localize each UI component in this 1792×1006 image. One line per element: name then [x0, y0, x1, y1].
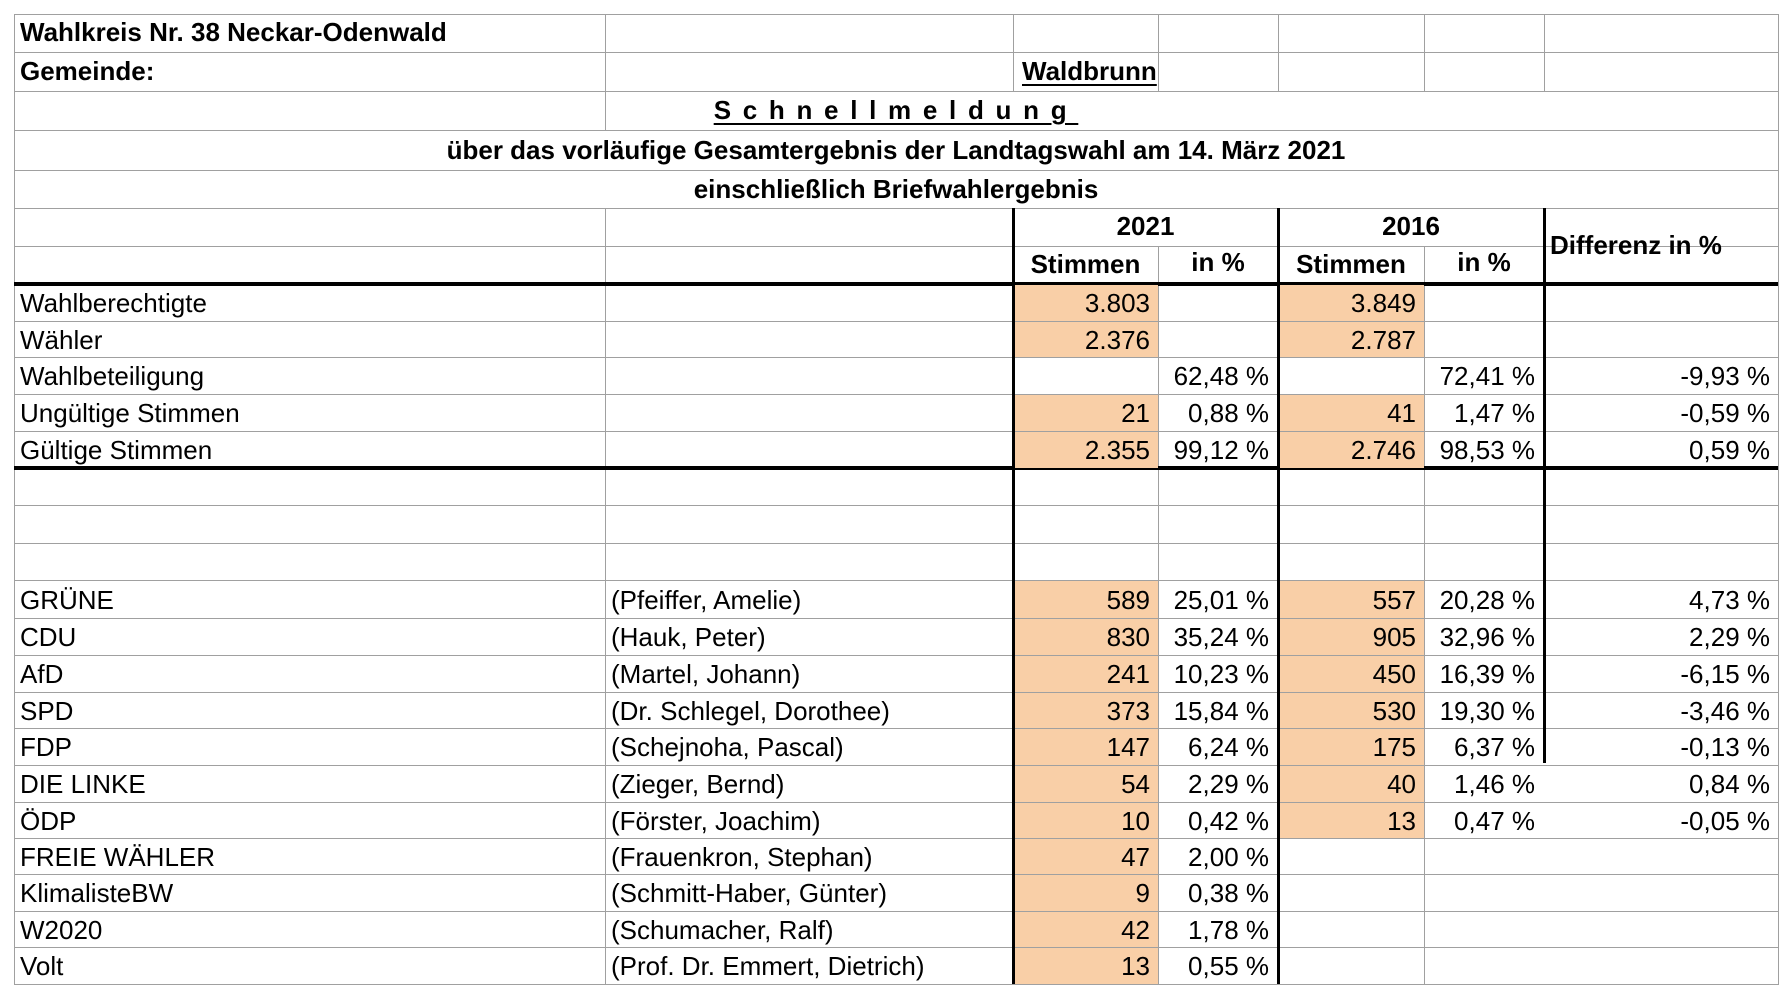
party-name: CDU	[20, 622, 77, 652]
grid-col-line	[1544, 14, 1545, 91]
party-pct-2016: 0,47 %	[1454, 805, 1535, 836]
party-name: SPD	[20, 695, 74, 726]
summary-pct-2016	[1424, 285, 1543, 321]
summary-stimmen-2021: 3.803	[1015, 285, 1158, 321]
party-stimmen-2021: 13	[1015, 948, 1158, 984]
party-diff	[1546, 875, 1778, 911]
party-stimmen-2016: 905	[1280, 619, 1424, 655]
party-pct-2021: 1,78 %	[1188, 914, 1269, 945]
party-pct-2016	[1424, 912, 1543, 947]
party-diff: 2,29 %	[1689, 622, 1770, 652]
summary-stimmen-2021	[1015, 358, 1158, 394]
party-pct-2016: 32,96 %	[1439, 622, 1535, 652]
party-pct-2016: 6,37 %	[1454, 732, 1535, 762]
summary-pct-2021: 62,48 %	[1173, 361, 1269, 391]
party-pct-2021: 6,24 %	[1188, 732, 1269, 762]
party-name: Volt	[20, 951, 64, 981]
party-pct-2021: 25,01 %	[1173, 584, 1269, 615]
party-stimmen-2021: 10	[1015, 803, 1158, 838]
party-stimmen-2021: 589	[1015, 581, 1158, 618]
stimmen-2016-header: Stimmen	[1296, 249, 1406, 279]
party-stimmen-2021: 241	[1015, 656, 1158, 692]
party-name: ÖDP	[20, 805, 77, 836]
year-2016-header: 2016	[1382, 211, 1440, 241]
party-diff	[1546, 948, 1778, 984]
summary-diff	[1546, 322, 1778, 357]
grid-col-line	[1278, 14, 1279, 91]
party-pct-2021: 10,23 %	[1173, 659, 1269, 689]
party-diff: 0,84 %	[1689, 769, 1770, 799]
candidate-name: (Frauenkron, Stephan)	[611, 841, 873, 872]
party-pct-2021: 2,29 %	[1188, 769, 1269, 799]
candidate-name: (Martel, Johann)	[611, 659, 801, 689]
party-name: AfD	[20, 659, 64, 689]
party-pct-2021: 0,42 %	[1188, 805, 1269, 836]
party-name: FREIE WÄHLER	[20, 841, 216, 872]
party-stimmen-2016: 40	[1280, 766, 1424, 802]
summary-pct-2016: 98,53 %	[1439, 435, 1535, 465]
party-pct-2016: 19,30 %	[1439, 695, 1535, 726]
party-stimmen-2016: 530	[1280, 693, 1424, 728]
party-pct-2021: 0,55 %	[1188, 951, 1269, 981]
party-pct-2016	[1424, 948, 1543, 984]
summary-label: Wahlberechtigte	[20, 288, 207, 318]
party-pct-2021: 2,00 %	[1188, 841, 1269, 872]
summary-stimmen-2016: 41	[1280, 395, 1424, 431]
differenz-header: Differenz in %	[1550, 230, 1722, 260]
party-pct-2021: 15,84 %	[1173, 695, 1269, 726]
party-name: W2020	[20, 914, 103, 945]
party-diff: -3,46 %	[1680, 695, 1770, 726]
party-stimmen-2016	[1280, 912, 1424, 947]
summary-stimmen-2021: 2.355	[1015, 432, 1158, 468]
party-diff: -0,05 %	[1680, 805, 1770, 836]
party-pct-2016	[1424, 839, 1543, 874]
summary-pct-2021: 0,88 %	[1188, 398, 1269, 428]
party-name: DIE LINKE	[20, 769, 146, 799]
party-name: KlimalisteBW	[20, 878, 174, 908]
party-pct-2016: 1,46 %	[1454, 769, 1535, 799]
summary-stimmen-2021: 21	[1015, 395, 1158, 431]
grid-row-line	[14, 543, 1778, 544]
summary-pct-2021: 99,12 %	[1173, 435, 1269, 465]
candidate-name: (Prof. Dr. Emmert, Dietrich)	[611, 951, 925, 981]
party-diff: 4,73 %	[1689, 584, 1770, 615]
party-stimmen-2021: 47	[1015, 839, 1158, 874]
summary-stimmen-2016: 2.787	[1280, 322, 1424, 357]
candidate-name: (Hauk, Peter)	[611, 622, 766, 652]
summary-label: Gültige Stimmen	[20, 435, 213, 465]
in-pct-2016-header: in %	[1457, 247, 1511, 277]
grid-row-line	[14, 505, 1778, 506]
party-stimmen-2021: 42	[1015, 912, 1158, 947]
year-2021-header: 2021	[1116, 211, 1175, 241]
party-diff	[1546, 912, 1778, 947]
report-title: Schnellmeldung	[713, 95, 1079, 125]
summary-stimmen-2016: 2.746	[1280, 432, 1424, 468]
party-pct-2016: 16,39 %	[1439, 659, 1535, 689]
candidate-name: (Schejnoha, Pascal)	[611, 732, 844, 762]
party-pct-2021: 35,24 %	[1173, 622, 1269, 652]
gemeinde-name: Waldbrunn	[1022, 56, 1157, 86]
stimmen-2021-header: Stimmen	[1030, 249, 1141, 279]
party-stimmen-2016: 450	[1280, 656, 1424, 692]
summary-label: Ungültige Stimmen	[20, 398, 240, 428]
candidate-name: (Schmitt-Haber, Günter)	[611, 878, 887, 908]
party-stimmen-2021: 830	[1015, 619, 1158, 655]
party-stimmen-2016: 557	[1280, 581, 1424, 618]
party-name: FDP	[20, 732, 72, 762]
summary-pct-2016	[1424, 322, 1543, 357]
grid-col-line	[1013, 14, 1014, 91]
party-stimmen-2016	[1280, 839, 1424, 874]
summary-label: Wähler	[20, 324, 103, 355]
grid-row-line	[14, 984, 1778, 985]
party-stimmen-2016: 175	[1280, 729, 1424, 765]
summary-pct-2021	[1158, 322, 1277, 357]
party-name: GRÜNE	[20, 584, 114, 615]
gemeinde-label: Gemeinde:	[20, 56, 155, 86]
candidate-name: (Dr. Schlegel, Dorothee)	[611, 695, 890, 726]
summary-pct-2021	[1158, 285, 1277, 321]
party-stimmen-2016	[1280, 948, 1424, 984]
summary-pct-2016: 72,41 %	[1439, 361, 1535, 391]
party-diff: -0,13 %	[1680, 732, 1770, 762]
party-stimmen-2021: 54	[1015, 766, 1158, 802]
summary-stimmen-2016: 3.849	[1280, 285, 1424, 321]
party-stimmen-2021: 373	[1015, 693, 1158, 728]
party-stimmen-2021: 147	[1015, 729, 1158, 765]
summary-diff: -9,93 %	[1680, 361, 1770, 391]
report-subtitle: über das vorläufige Gesamtergebnis der Landtagswahl am 14. März 2021	[446, 135, 1346, 165]
party-pct-2016	[1424, 875, 1543, 911]
candidate-name: (Schumacher, Ralf)	[611, 914, 834, 945]
party-pct-2021: 0,38 %	[1188, 878, 1269, 908]
candidate-name: (Förster, Joachim)	[611, 805, 821, 836]
candidate-name: (Pfeiffer, Amelie)	[611, 584, 802, 615]
party-stimmen-2016: 13	[1280, 803, 1424, 838]
party-pct-2016: 20,28 %	[1439, 584, 1535, 615]
party-stimmen-2021: 9	[1015, 875, 1158, 911]
wahlkreis-title: Wahlkreis Nr. 38 Neckar-Odenwald	[20, 17, 447, 47]
summary-diff: 0,59 %	[1689, 435, 1770, 465]
summary-diff	[1546, 285, 1778, 321]
grid-col-line	[1424, 14, 1425, 91]
party-stimmen-2016	[1280, 875, 1424, 911]
grid-col-line	[1778, 14, 1779, 985]
report-subtitle-briefwahl: einschließlich Briefwahlergebnis	[693, 174, 1099, 204]
summary-pct-2016: 1,47 %	[1454, 398, 1535, 428]
summary-label: Wahlbeteiligung	[20, 361, 205, 391]
party-diff	[1546, 839, 1778, 874]
candidate-name: (Zieger, Bernd)	[611, 769, 785, 799]
summary-stimmen-2016	[1280, 358, 1424, 394]
in-pct-2021-header: in %	[1191, 247, 1245, 277]
summary-stimmen-2021: 2.376	[1015, 322, 1158, 357]
summary-diff: -0,59 %	[1680, 398, 1770, 428]
party-diff: -6,15 %	[1680, 659, 1770, 689]
